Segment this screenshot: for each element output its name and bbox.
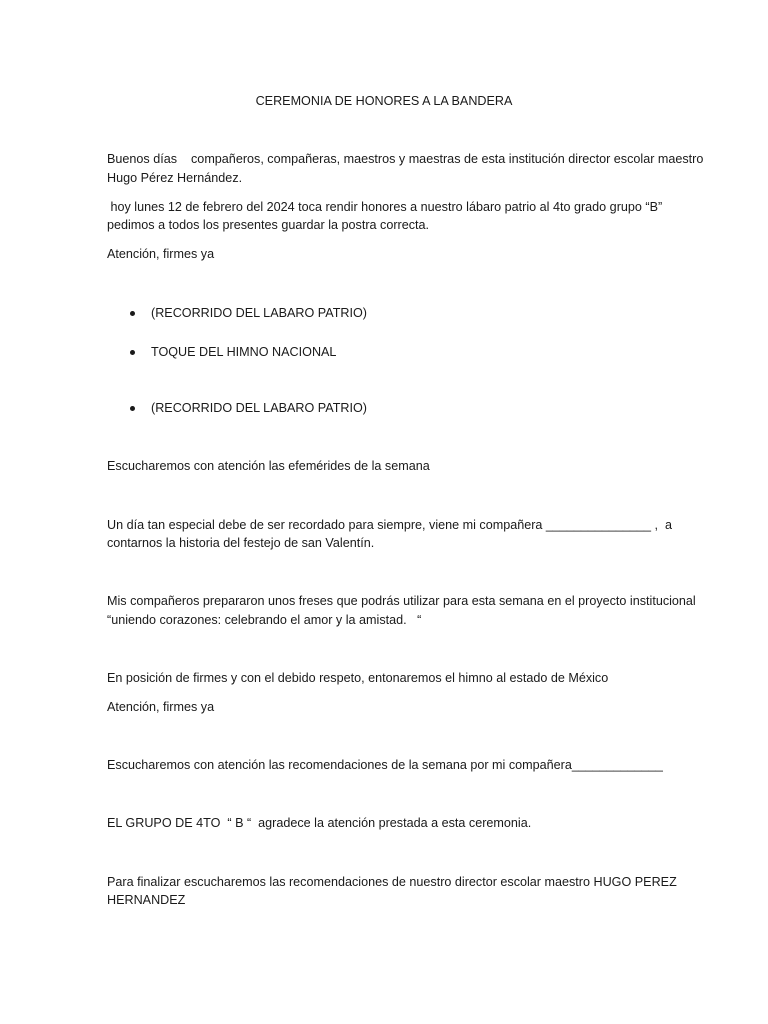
bullet-text: (RECORRIDO DEL LABARO PATRIO)	[151, 401, 367, 415]
closing-line-2: HERNANDEZ	[107, 893, 186, 907]
bullet-text: (RECORRIDO DEL LABARO PATRIO)	[151, 306, 367, 320]
recommendations-line: Escucharemos con atención las recomendaciones de la semana por mi compañera_____________	[107, 758, 663, 772]
efemerides-line: Escucharemos con atención las efemérides de la semana	[107, 459, 430, 473]
attention-command-1: Atención, firmes ya	[107, 247, 215, 261]
greeting-line-1: Buenos días compañeros, compañeras, maestros y maestras de esta institución director escolar maestro	[107, 152, 704, 166]
date-line-2: pedimos a todos los presentes guardar la postra correcta.	[107, 218, 430, 232]
bullet-item	[130, 343, 336, 361]
bullet-dot-icon	[130, 406, 135, 411]
phrases-line-2: “uniendo corazones: celebrando el amor y la amistad. “	[107, 613, 422, 627]
bullet-item	[130, 304, 367, 322]
bullet-dot-icon	[130, 350, 135, 355]
greeting-line-2: Hugo Pérez Hernández.	[107, 171, 243, 185]
special-day-line-1: Un día tan especial debe de ser recordado para siempre, viene mi compañera _______________ , a	[107, 518, 672, 532]
bullet-dot-icon	[130, 311, 135, 316]
document-title: CEREMONIA DE HONORES A LA BANDERA	[255, 94, 513, 108]
closing-line-1: Para finalizar escucharemos las recomendaciones de nuestro director escolar maestro HUGO PEREZ	[107, 875, 677, 889]
phrases-line-1: Mis compañeros prepararon unos freses que podrás utilizar para esta semana en el proyecto institucional	[107, 594, 696, 608]
thanks-line: EL GRUPO DE 4TO “ B “ agradece la atención prestada a esta ceremonia.	[107, 816, 532, 830]
bullet-item	[130, 399, 367, 417]
special-day-line-2: contarnos la historia del festejo de san Valentín.	[107, 536, 375, 550]
state-anthem-line: En posición de firmes y con el debido respeto, entonaremos el himno al estado de México	[107, 671, 609, 685]
date-line-1: hoy lunes 12 de febrero del 2024 toca rendir honores a nuestro lábaro patrio al 4to grado grupo “B”	[107, 200, 663, 214]
attention-command-2: Atención, firmes ya	[107, 700, 215, 714]
bullet-text: TOQUE DEL HIMNO NACIONAL	[151, 345, 337, 359]
